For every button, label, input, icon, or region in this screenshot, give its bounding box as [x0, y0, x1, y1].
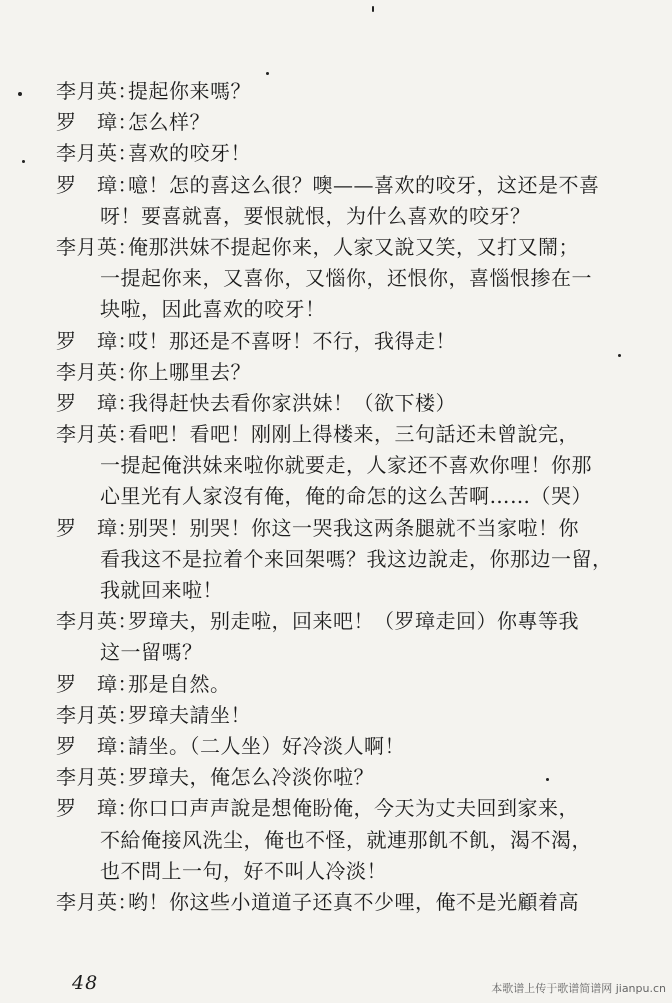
- speaker-name: 李月英：: [56, 609, 138, 634]
- watermark-link[interactable]: jianpu.cn: [615, 982, 666, 995]
- line-text: 一提起俺洪妹来啦你就要走，人家还不喜欢你哩！你那: [100, 453, 592, 478]
- speaker-name: 罗 璋：: [56, 796, 138, 821]
- scan-speck: [18, 92, 22, 96]
- dialogue-line: [56, 793, 656, 824]
- dialogue-continuation: [56, 575, 656, 606]
- dialogue-continuation: [56, 856, 656, 887]
- dialogue-continuation: [56, 263, 656, 294]
- dialogue-continuation: [56, 450, 656, 481]
- speaker-name: 李月英：: [56, 359, 138, 384]
- dialogue-line: [56, 513, 656, 544]
- dialogue-line: [56, 606, 656, 637]
- line-text: 怎么样？: [128, 110, 210, 135]
- line-text: 噫！怎的喜这么很？噢——喜欢的咬牙，这还是不喜: [128, 172, 600, 197]
- line-text: 块啦，因此喜欢的咬牙！: [100, 297, 326, 322]
- dialogue-continuation: [56, 637, 656, 668]
- speaker-name: 李月英：: [56, 889, 138, 914]
- dialogue-line: [56, 669, 656, 700]
- line-text: 你口口声声說是想俺盼俺，今天为丈夫回到家来，: [128, 796, 579, 821]
- dialogue-line: [56, 232, 656, 263]
- line-text: 哎！那还是不喜呀！不行，我得走！: [128, 328, 456, 353]
- speaker-name: 罗 璋：: [56, 110, 138, 135]
- dialogue-line: [56, 700, 656, 731]
- speaker-name: 李月英：: [56, 765, 138, 790]
- speaker-name: 罗 璋：: [56, 172, 138, 197]
- line-text: 一提起你来，又喜你，又惱你，还恨你，喜惱恨掺在一: [100, 266, 592, 291]
- speaker-name: 李月英：: [56, 141, 138, 166]
- speaker-name: 罗 璋：: [56, 733, 138, 758]
- dialogue-line: [56, 388, 656, 419]
- dialogue-line: [56, 326, 656, 357]
- line-text: 我得赶快去看你家洪妹！（欲下楼）: [128, 390, 456, 415]
- line-text: 提起你来嗎？: [128, 79, 251, 103]
- scan-speck: [546, 778, 549, 781]
- scan-speck: [22, 160, 25, 163]
- dialogue-line: [56, 138, 656, 169]
- speaker-name: 李月英：: [56, 79, 138, 103]
- dialogue-line: [56, 76, 656, 107]
- line-text: 看吧！看吧！刚刚上得楼来，三句話还未曾說完，: [128, 422, 579, 447]
- scan-speck: [266, 72, 269, 75]
- line-text: 不給俺接风洗尘，俺也不怪，就連那飢不飢，渴不渴，: [100, 827, 592, 852]
- watermark-footer: [491, 980, 666, 996]
- dialogue-line: [56, 887, 656, 918]
- scan-speck: [372, 6, 374, 12]
- dialogue-line: [56, 357, 656, 388]
- line-text: 喜欢的咬牙！: [128, 141, 251, 166]
- line-text: 呀！要喜就喜，要恨就恨，为什么喜欢的咬牙？: [100, 203, 531, 228]
- scan-speck: [618, 354, 621, 357]
- dialogue-continuation: [56, 481, 656, 512]
- dialogue-line: [56, 170, 656, 201]
- line-text: 看我这不是拉着个来回架嗎？我这边說走，你那边一留，: [100, 546, 613, 571]
- dialogue-continuation: [56, 544, 656, 575]
- speaker-name: 李月英：: [56, 702, 138, 727]
- line-text: 罗璋夫，别走啦，回来吧！（罗璋走回）你專等我: [128, 609, 579, 634]
- dialogue-line: [56, 107, 656, 138]
- line-text: 别哭！别哭！你这一哭我这两条腿就不当家啦！你: [128, 515, 579, 540]
- dialogue-continuation: [56, 825, 656, 856]
- speaker-name: 罗 璋：: [56, 671, 138, 696]
- line-text: 心里光有人家沒有俺，俺的命怎的这么苦啊……（哭）: [100, 484, 592, 509]
- line-text: 这一留嗎？: [100, 640, 203, 665]
- line-text: 俺那洪妹不提起你来，人家又說又笑，又打又鬧；: [128, 234, 579, 259]
- line-text: 請坐。（二人坐）好冷淡人啊！: [128, 733, 405, 758]
- line-text: 也不問上一句，好不叫人冷淡！: [100, 858, 387, 883]
- line-text: 那是自然。: [128, 671, 231, 696]
- dialogue-line: [56, 762, 656, 793]
- speaker-name: 李月英：: [56, 422, 138, 447]
- line-text: 罗璋夫，俺怎么冷淡你啦？: [128, 765, 374, 790]
- speaker-name: 罗 璋：: [56, 328, 138, 353]
- speaker-name: 罗 璋：: [56, 515, 138, 540]
- dialogue-continuation: [56, 294, 656, 325]
- line-text: 哟！你这些小道道子还真不少哩，俺不是光顧着高: [128, 889, 579, 914]
- line-text: 罗璋夫請坐！: [128, 702, 251, 727]
- line-text: 我就回来啦！: [100, 578, 223, 602]
- page-number: 48: [72, 972, 99, 994]
- speaker-name: 李月英：: [56, 234, 138, 259]
- dialogue-line: [56, 419, 656, 450]
- dialogue-line: [56, 731, 656, 762]
- dialogue-continuation: [56, 201, 656, 232]
- speaker-name: 罗 璋：: [56, 390, 138, 415]
- line-text: 你上哪里去？: [128, 359, 251, 384]
- watermark-text: 本歌谱上传于歌谱简谱网: [491, 982, 613, 995]
- dialogue-text: [56, 76, 656, 918]
